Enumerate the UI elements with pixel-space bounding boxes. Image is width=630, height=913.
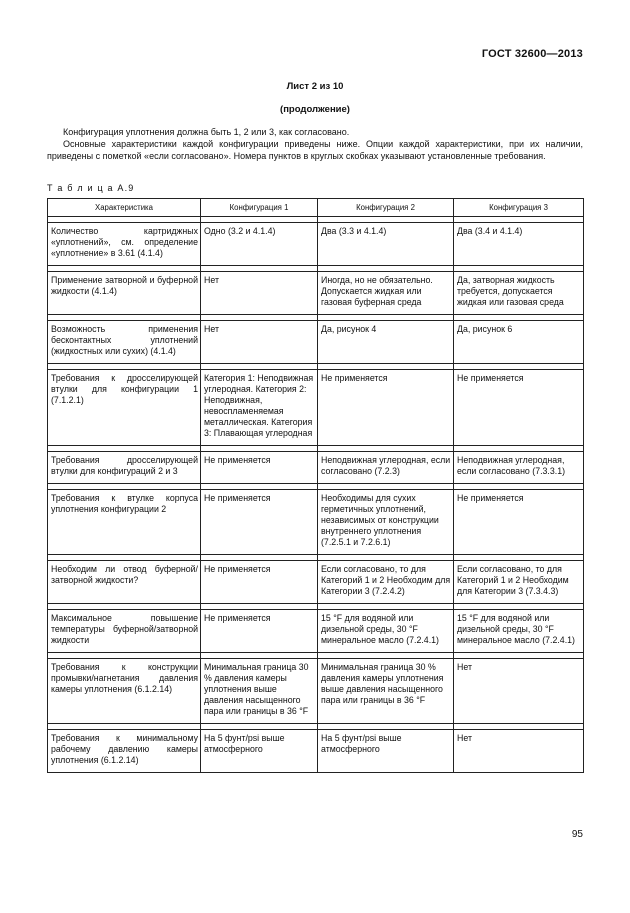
configuration-3-cell: Два (3.4 и 4.1.4) (454, 223, 584, 266)
table-row (48, 490, 584, 555)
header-cell: Конфигурация 2 (318, 199, 454, 217)
configuration-3-cell: Нет (454, 659, 584, 724)
header-cell: Конфигурация 3 (454, 199, 584, 217)
configuration-3-cell: Нет (454, 730, 584, 773)
table-row (48, 370, 584, 446)
configuration-3-cell: Не применяется (454, 490, 584, 555)
characteristic-cell: Требования к дросселирующей втулки для конфигурации 1 (7.1.2.1) (48, 370, 201, 446)
table-row (48, 223, 584, 266)
configuration-3-cell: Если согласовано, то для Категорий 1 и 2 Необходим для Категории 3 (7.3.4.3) (454, 561, 584, 604)
table-header-row (48, 199, 584, 217)
configuration-1-cell: Минимальная граница 30 % давления камеры уплотнения выше давления насыщенного пара или границы в 36 °F (201, 659, 318, 724)
intro-text (47, 126, 583, 162)
configuration-2-cell: Если согласовано, то для Категорий 1 и 2 Необходим для Категории 3 (7.2.4.2) (318, 561, 454, 604)
table-row (48, 730, 584, 773)
configuration-2-cell: Да, рисунок 4 (318, 321, 454, 364)
configuration-1-cell: Категория 1: Неподвижная углеродная. Категория 2: Неподвижная, невоспламеняемая металлическая. Категория 3: Плавающая углеродная (201, 370, 318, 446)
configuration-3-cell: Неподвижная углеродная, если согласовано (7.3.3.1) (454, 452, 584, 484)
configuration-1-cell: Нет (201, 272, 318, 315)
configuration-1-cell: Не применяется (201, 490, 318, 555)
configuration-1-cell: Не применяется (201, 561, 318, 604)
configuration-2-cell: Два (3.3 и 4.1.4) (318, 223, 454, 266)
page-number: 95 (571, 829, 583, 840)
intro-paragraph-1: Конфигурация уплотнения должна быть 1, 2 или 3, как согласовано. (63, 127, 350, 137)
configuration-1-cell: Нет (201, 321, 318, 364)
configuration-3-cell: Не применяется (454, 370, 584, 446)
characteristic-cell: Возможность применения бесконтактных уплотнений (жидкостных или сухих) (4.1.4) (48, 321, 201, 364)
table-row (48, 321, 584, 364)
characteristic-cell: Максимальное повышение температуры буферной/затворной жидкости (48, 610, 201, 653)
characteristic-cell: Количество картриджных «уплотнений», см. определение «уплотнение» в 3.61 (4.1.4) (48, 223, 201, 266)
table-row (48, 452, 584, 484)
config-table (47, 198, 584, 773)
header-cell: Конфигурация 1 (201, 199, 318, 217)
configuration-2-cell: Необходимы для сухих герметичных уплотнений, независимых от конструкции внутреннего уплотнения (7.2.5.1 и 7.2.6.1) (318, 490, 454, 555)
characteristic-cell: Применение затворной и буферной жидкости (4.1.4) (48, 272, 201, 315)
intro-paragraph-2: Основные характеристики каждой конфигурации приведены ниже. Опции каждой характеристики, при их наличии, приведены с пометкой «если согласовано». Номера пунктов в круглых скобках указывают установленные требования. (47, 139, 583, 161)
table-row (48, 659, 584, 724)
characteristic-cell: Требования дросселирующей втулки для конфигураций 2 и 3 (48, 452, 201, 484)
configuration-3-cell: Да, рисунок 6 (454, 321, 584, 364)
table-row (48, 272, 584, 315)
sheet-title: Лист 2 из 10 (286, 81, 344, 92)
header-cell: Характеристика (48, 199, 201, 217)
configuration-2-cell: Иногда, но не обязательно. Допускается жидкая или газовая буферная среда (318, 272, 454, 315)
table-name: Т а б л и ц а А.9 (47, 183, 135, 193)
configuration-1-cell: Не применяется (201, 452, 318, 484)
table-row (48, 561, 584, 604)
continuation-label: (продолжение) (280, 104, 350, 115)
standard-number: ГОСТ 32600—2013 (481, 48, 583, 60)
configuration-2-cell: Неподвижная углеродная, если согласовано (7.2.3) (318, 452, 454, 484)
characteristic-cell: Требования к втулке корпуса уплотнения конфигурации 2 (48, 490, 201, 555)
configuration-2-cell: 15 °F для водяной или дизельной среды, 30 °F минеральное масло (7.2.4.1) (318, 610, 454, 653)
configuration-3-cell: Да, затворная жидкость требуется, допускается жидкая или газовая среда (454, 272, 584, 315)
configuration-1-cell: На 5 фунт/psi выше атмосферного (201, 730, 318, 773)
characteristic-cell: Необходим ли отвод буферной/затворной жидкости? (48, 561, 201, 604)
characteristic-cell: Требования к минимальному рабочему давлению камеры уплотнения (6.1.2.14) (48, 730, 201, 773)
configuration-2-cell: Минимальная граница 30 % давления камеры уплотнения выше давления насыщенного пара или границы в 36 °F (318, 659, 454, 724)
configuration-1-cell: Одно (3.2 и 4.1.4) (201, 223, 318, 266)
configuration-1-cell: Не применяется (201, 610, 318, 653)
table-body (48, 217, 584, 773)
table-row (48, 610, 584, 653)
configuration-2-cell: Не применяется (318, 370, 454, 446)
configuration-3-cell: 15 °F для водяной или дизельной среды, 30 °F минеральное масло (7.2.4.1) (454, 610, 584, 653)
characteristic-cell: Требования к конструкции промывки/нагнетания давления камеры уплотнения (6.1.2.14) (48, 659, 201, 724)
configuration-2-cell: На 5 фунт/psi выше атмосферного (318, 730, 454, 773)
